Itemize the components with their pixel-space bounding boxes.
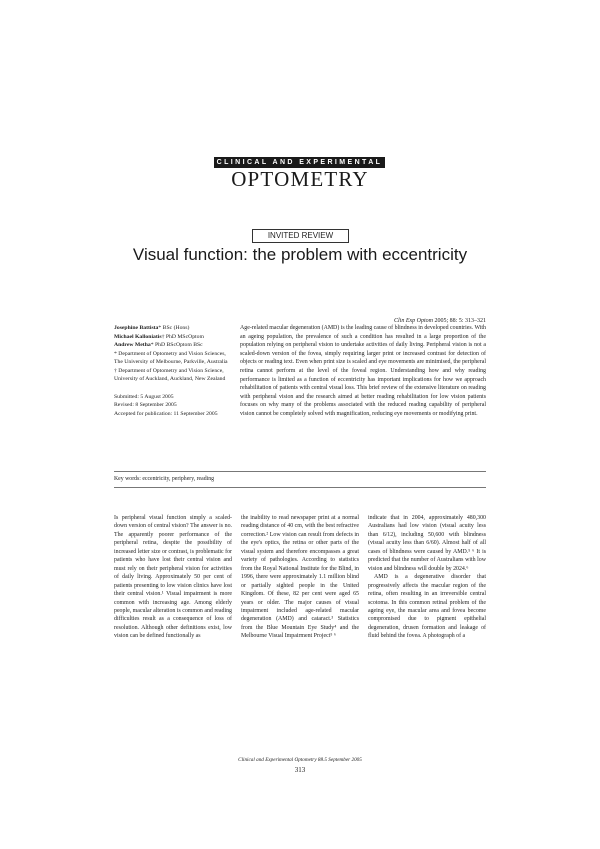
- body-paragraph: the inability to read newspaper print at a normal reading distance of 40 cm, with the best refractive correction.² Low vision can result from defects in the eye's optics, the retina or other parts of the visual system and therefore encompasses a great variety of pathologies. According to statistics from the Royal National Institute for the Blind, in 1996, there were approximately 1.1 million blind or partially sighted people in the United Kingdom. Of these, 82 per cent were aged 65 years or older. The major causes of visual impairment included age-related macular degeneration (AMD) and cataract.³ Statistics from the Blue Mountain Eye Study⁴ and the Melbourne Visual Impairment Project⁵ ⁶: [241, 515, 359, 640]
- section-label: INVITED REVIEW: [252, 229, 349, 243]
- keywords: Key words: eccentricity, periphery, reading: [114, 476, 215, 482]
- body-column-1: [114, 514, 232, 641]
- body-column-2: [241, 514, 359, 641]
- body-paragraph: indicate that in 2004, approximately 480,300 Australians had low vision (visual acuity less than 6/12), including 50,600 with blindness (visual acuity less than 6/60). Almost half of all cases of blindness were caused by AMD.⁵ ⁶ It is predicted that the number of Australians with low vision and blindness will double by 2024.⁶: [368, 515, 486, 572]
- citation-journal: Clin Exp Optom: [393, 318, 433, 324]
- author-2-degrees: † PhD MScOptom: [161, 333, 204, 340]
- keywords-top-rule: [114, 471, 486, 472]
- author-block: [114, 324, 232, 418]
- journal-title: OPTOMETRY: [231, 167, 369, 191]
- keywords-bottom-rule: [114, 487, 486, 488]
- author-1-degrees: * BSc (Hons): [158, 325, 190, 331]
- journal-series-banner: CLINICAL AND EXPERIMENTAL: [214, 157, 385, 168]
- body-column-3: [368, 514, 486, 641]
- body-paragraph: AMD is a degenerative disorder that progressively affects the macular region of the retina, often resulting in an irreversible central scotoma. In this common retinal problem of the ageing eye, the macular area and fovea become compromised due to pigment epithelial degeneration, drusen formation and leakage of fluid behind the fovea. A photograph of a: [368, 574, 486, 640]
- affiliation-1: * Department of Optometry and Vision Sciences, The University of Melbourne, Parkville, Australia: [114, 350, 228, 365]
- author-2: [114, 333, 232, 342]
- submitted-date: Submitted: 5 August 2005: [114, 393, 174, 400]
- author-1-name: Josephine Battista: [114, 325, 159, 331]
- citation-details: 2005; 88: 5: 313–321: [432, 318, 486, 324]
- affiliation-2: † Department of Optometry and Vision Science, University of Auckland, Auckland, New Zealand: [114, 367, 226, 382]
- running-footer: Clinical and Experimental Optometry 88.5 September 2005: [238, 757, 362, 763]
- body-paragraph: Is peripheral visual function simply a scaled-down version of central vision? The answer is no. The apparently poorer performance of the peripheral retina, despite the possibility of increased letter size or contrast, is problematic for patients who have lost their central vision and must rely on their peripheral vision for activities of daily living. Approximately 50 per cent of patients presenting to low vision clinics have lost their central vision.¹ Visual impairment is more common with increasing age. Among elderly people, macular alteration is common and reading difficulties result as a consequence of loss of resolution. Although other definitions exist, low vision can be defined functionally as: [114, 515, 232, 640]
- author-1: [114, 324, 232, 333]
- author-3: [114, 341, 232, 350]
- author-3-degrees: * PhD BScOptom BSc: [150, 342, 203, 348]
- article-title: Visual function: the problem with eccentricity: [132, 245, 468, 264]
- revised-date: Revised: 8 September 2005: [114, 402, 177, 408]
- author-2-name: Michael Kalloniatis: [114, 333, 162, 340]
- page-number: 313: [294, 766, 306, 774]
- abstract: Age-related macular degeneration (AMD) is the leading cause of blindness in developed countries. With an ageing population, the prevalence of such a condition has resulted in a large proportion of the population relying on peripheral vision to undertake activities of daily living. Peripheral vision is not a scaled-down version of the fovea, simply requiring larger print or increased contrast for detection of objects or reading text. Even when print size is scaled and eye movements are minimised, the peripheral retina cannot perform at the level of the foveal region. Understanding how and why reading performance is limited as a function of eccentricity has important implications for how we approach rehabilitation of patients with central visual loss. This brief review of the extensive literature on reading with peripheral vision and the research aimed at better reading rehabilitation for low vision patients focuses on why many of the problems associated with the reduced reading capability of peripheral vision cannot be completely solved with magnification, reducing eye movements or modifying print.: [240, 325, 486, 417]
- author-3-name: Andrew Metha: [114, 342, 151, 348]
- accepted-date: Accepted for publication: 11 September 2005: [114, 410, 218, 417]
